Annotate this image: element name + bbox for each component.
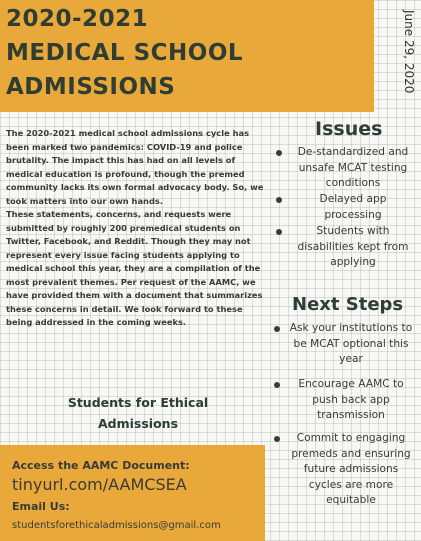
next-step-item xyxy=(287,377,415,431)
issue-text: De-standardized and unsafe MCAT testing conditions xyxy=(297,146,409,189)
access-label: Access the AAMC Document: xyxy=(12,459,190,472)
bullet-icon xyxy=(274,382,280,388)
bullet-icon xyxy=(276,197,282,203)
issues-list xyxy=(292,145,414,271)
issue-text: Students with disabilities kept from applying xyxy=(297,225,409,268)
access-box xyxy=(0,445,265,541)
next-step-text: Ask your institutions to be MCAT optional this year xyxy=(289,322,413,365)
intro-text xyxy=(6,127,270,330)
email-label: Email Us: xyxy=(12,500,70,513)
next-steps-list xyxy=(287,321,415,509)
date-label: June 29, 2020 xyxy=(402,10,416,94)
issue-item xyxy=(292,192,414,224)
next-step-text: Encourage AAMC to push back app transmission xyxy=(298,378,404,421)
next-step-item xyxy=(287,321,415,377)
title-banner xyxy=(0,0,374,112)
signature-line-1: Students for Ethical xyxy=(67,395,209,410)
next-step-text: Commit to engaging premeds and ensuring future admissions cycles are more equitable xyxy=(291,432,411,506)
next-steps-heading: Next Steps xyxy=(292,294,404,315)
issues-heading: Issues xyxy=(315,118,383,140)
title-line-1: 2020-2021 xyxy=(6,6,149,32)
issue-text: Delayed app processing xyxy=(319,193,387,221)
issue-item xyxy=(292,145,414,192)
title-line-2: MEDICAL SCHOOL xyxy=(6,40,244,66)
document-link[interactable]: tinyurl.com/AAMCSEA xyxy=(12,475,187,494)
bullet-icon xyxy=(274,326,280,332)
bullet-icon xyxy=(276,150,282,156)
title-line-3: ADMISSIONS xyxy=(6,74,176,100)
bullet-icon xyxy=(276,229,282,235)
signature xyxy=(20,392,256,434)
intro-paragraph-2: These statements, concerns, and requests were submitted by roughly 200 premedical students on Twitter, Facebook, and Reddit. Though they may not represent every issue facing students applying to medical school this year, they are a compilation of the most prevalent themes. Per request of the AAMC, we have provided them with a document that summarizes these concerns in detail. We look forward to these being addressed in the coming weeks. xyxy=(6,209,263,327)
intro-paragraph-1: The 2020-2021 medical school admissions cycle has been marked two pandemics: COVID-19 and police brutality. The impact this has had on all levels of medical education is profound, though the premed community lacks its own formal advocacy body. So, we took matters into our own hands. xyxy=(6,128,264,206)
bullet-icon xyxy=(274,436,280,442)
next-step-item xyxy=(287,431,415,509)
email-link[interactable]: studentsforethicaladmissions@gmail.com xyxy=(12,520,221,531)
issue-item xyxy=(292,224,414,271)
signature-line-2: Admissions xyxy=(97,416,179,431)
